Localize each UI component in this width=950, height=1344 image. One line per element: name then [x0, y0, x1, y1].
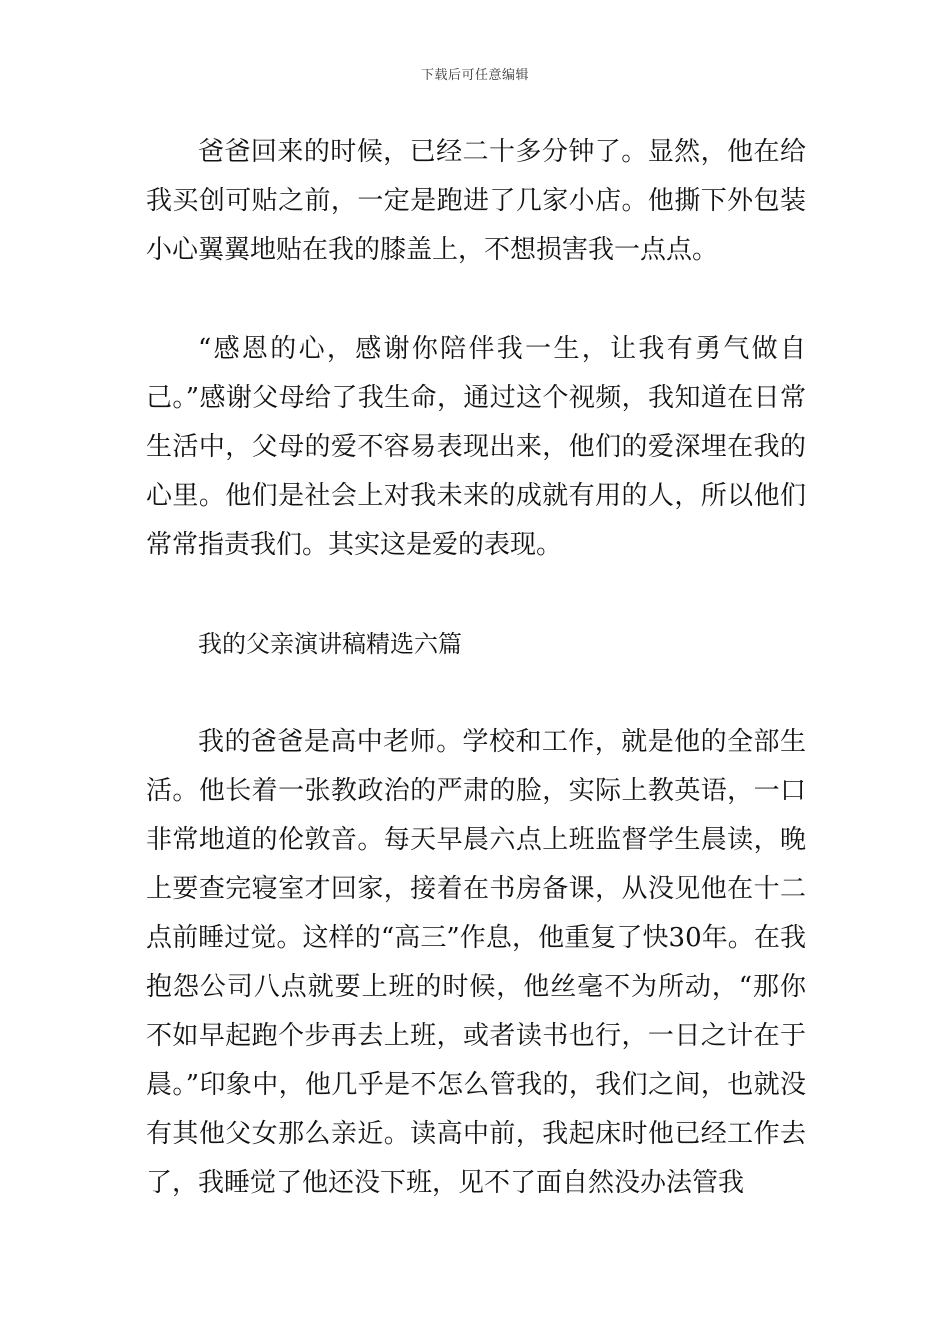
document-body — [146, 128, 806, 1208]
paragraph-1: 爸爸回来的时候，已经二十多分钟了。显然，他在给我买创可贴之前，一定是跑进了几家小店。他撕下外包装小心翼翼地贴在我的膝盖上，不想损害我一点点。 — [146, 137, 806, 265]
page-header: 下载后可任意编辑 — [420, 68, 529, 83]
paragraph-3: 我的爸爸是高中老师。学校和工作，就是他的全部生活。他长着一张教政治的严肃的脸，实际上教英语，一口非常地道的伦敦音。每天早晨六点上班监督学生晨读，晚上要查完寝室才回家，接着在书房备课，从没见他在十二点前睡过觉。这样的“高三”作息，他重复了快30年。在我抱怨公司八点就要上班的时候，他丝毫不为所动，“那你不如早起跑个步再去上班，或者读书也行，一日之计在于晨。”印象中，他几乎是不怎么管我的，我们之间，也就没有其他父女那么亲近。读高中前，我起床时他已经工作去了，我睡觉了他还没下班，见不了面自然没办法管我 — [146, 727, 806, 1198]
paragraph-2: “感恩的心，感谢你陪伴我一生，让我有勇气做自己。”感谢父母给了我生命，通过这个视频，我知道在日常生活中，父母的爱不容易表现出来，他们的爱深埋在我的心里。他们是社会上对我未来的成就有用的人，所以他们常常指责我们。其实这是爱的表现。 — [146, 334, 806, 560]
paragraph-spacer — [146, 275, 806, 325]
section-heading: 我的父亲演讲稿精选六篇 — [198, 630, 462, 658]
paragraph-spacer — [146, 669, 806, 718]
paragraph-spacer — [146, 570, 806, 620]
